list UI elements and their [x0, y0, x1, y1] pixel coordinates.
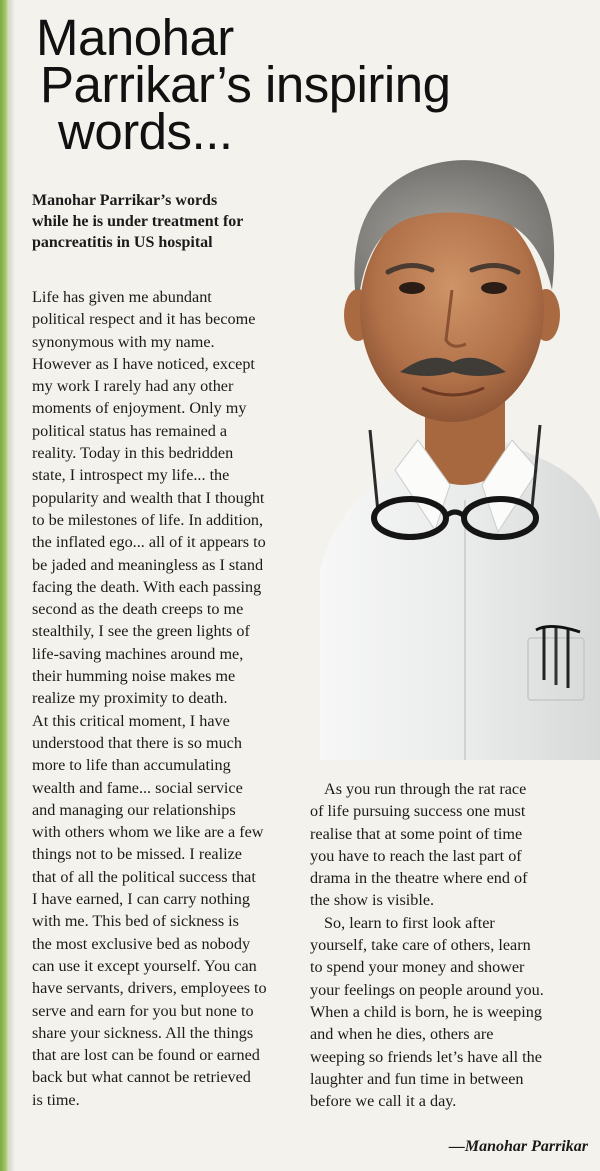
- body-line: yourself, take care of others, learn: [310, 936, 531, 955]
- body-line: When a child is born, he is weeping: [310, 1002, 542, 1021]
- headline-line-1: Manohar: [36, 9, 234, 66]
- body-line: I have earned, I can carry nothing: [32, 890, 250, 909]
- body-line: the most exclusive bed as nobody: [32, 934, 251, 953]
- body-line: you have to reach the last part of: [310, 846, 522, 865]
- body-line: to spend your money and shower: [310, 958, 525, 977]
- body-line: your feelings on people around you.: [310, 980, 544, 999]
- body-line: serve and earn for you but none to: [32, 1001, 254, 1020]
- body-line: wealth and fame... social service: [32, 778, 243, 797]
- body-line: moments of enjoyment. Only my: [32, 399, 247, 418]
- body-line: share your sickness. All the things: [32, 1023, 254, 1042]
- eye-right: [481, 282, 507, 294]
- body-line: second as the death creeps to me: [32, 600, 244, 619]
- page-fold-shadow: [9, 0, 15, 1171]
- body-line: be jaded and meaningless as I stand: [32, 555, 264, 574]
- body-line: reality. Today in this bedridden: [32, 444, 234, 463]
- body-line: and when he dies, others are: [310, 1025, 494, 1044]
- body-line: to be milestones of life. In addition,: [32, 510, 264, 529]
- body-line: and managing our relationships: [32, 800, 236, 819]
- body-line: that of all the political success that: [32, 867, 256, 886]
- eye-left: [399, 282, 425, 294]
- body-line: popularity and wealth that I thought: [32, 488, 265, 507]
- body-line: have servants, drivers, employees to: [32, 979, 267, 998]
- body-line: political respect and it has become: [32, 310, 256, 329]
- body-line: synonymous with my name.: [32, 332, 215, 351]
- author-signature: —Manohar Parrikar: [448, 1138, 588, 1155]
- body-line: weeping so friends let’s have all the: [310, 1047, 542, 1066]
- body-line: However as I have noticed, except: [32, 354, 255, 373]
- body-line: laughter and fun time in between: [310, 1069, 524, 1088]
- face-shape: [360, 198, 544, 422]
- body-line: realize my proximity to death.: [32, 689, 228, 708]
- body-line: with me. This bed of sickness is: [32, 912, 239, 931]
- body-line: realise that at some point of time: [310, 824, 523, 843]
- article-subhead: [32, 190, 262, 253]
- body-line: before we call it a day.: [310, 1092, 457, 1111]
- body-line: my work I rarely had any other: [32, 377, 234, 396]
- body-line: the show is visible.: [310, 891, 435, 910]
- body-line: things not to be missed. I realize: [32, 845, 242, 864]
- body-line: can use it except yourself. You can: [32, 956, 257, 975]
- shirt-shape: [320, 440, 600, 760]
- headline-line-3: words...: [58, 103, 233, 160]
- body-line: the inflated ego... all of it appears to: [32, 533, 266, 552]
- body-line: back but what cannot be retrieved: [32, 1068, 251, 1087]
- body-line: more to life than accumulating: [32, 756, 231, 775]
- body-line: is time.: [32, 1090, 80, 1109]
- body-line: At this critical moment, I have: [32, 711, 230, 730]
- subhead-line: pancreatitis in US hospital: [32, 234, 213, 251]
- subhead-line: Manohar Parrikar’s words: [32, 192, 218, 209]
- body-line: state, I introspect my life... the: [32, 466, 230, 485]
- body-line: political status has remained a: [32, 421, 228, 440]
- body-line: with others whom we like are a few: [32, 823, 264, 842]
- body-line: their humming noise makes me: [32, 667, 236, 686]
- body-line: life-saving machines around me,: [32, 644, 244, 663]
- headline-line-2: Parrikar’s inspiring: [40, 56, 451, 113]
- left-text-column: [32, 286, 294, 1111]
- body-line: of life pursuing success one must: [310, 802, 526, 821]
- body-line: So, learn to first look after: [324, 913, 495, 932]
- body-line: that are lost can be found or earned: [32, 1046, 260, 1065]
- article-headline: [36, 9, 596, 160]
- body-line: As you run through the rat race: [324, 780, 527, 798]
- page-edge-strip: [0, 0, 9, 1171]
- body-line: stealthily, I see the green lights of: [32, 622, 250, 641]
- right-text-column: [310, 778, 590, 1112]
- portrait-photo: [300, 140, 600, 760]
- body-line: drama in the theatre where end of: [310, 869, 528, 888]
- body-line: understood that there is so much: [32, 733, 242, 752]
- body-line: Life has given me abundant: [32, 288, 212, 306]
- body-line: facing the death. With each passing: [32, 577, 262, 596]
- subhead-line: while he is under treatment for: [32, 213, 244, 230]
